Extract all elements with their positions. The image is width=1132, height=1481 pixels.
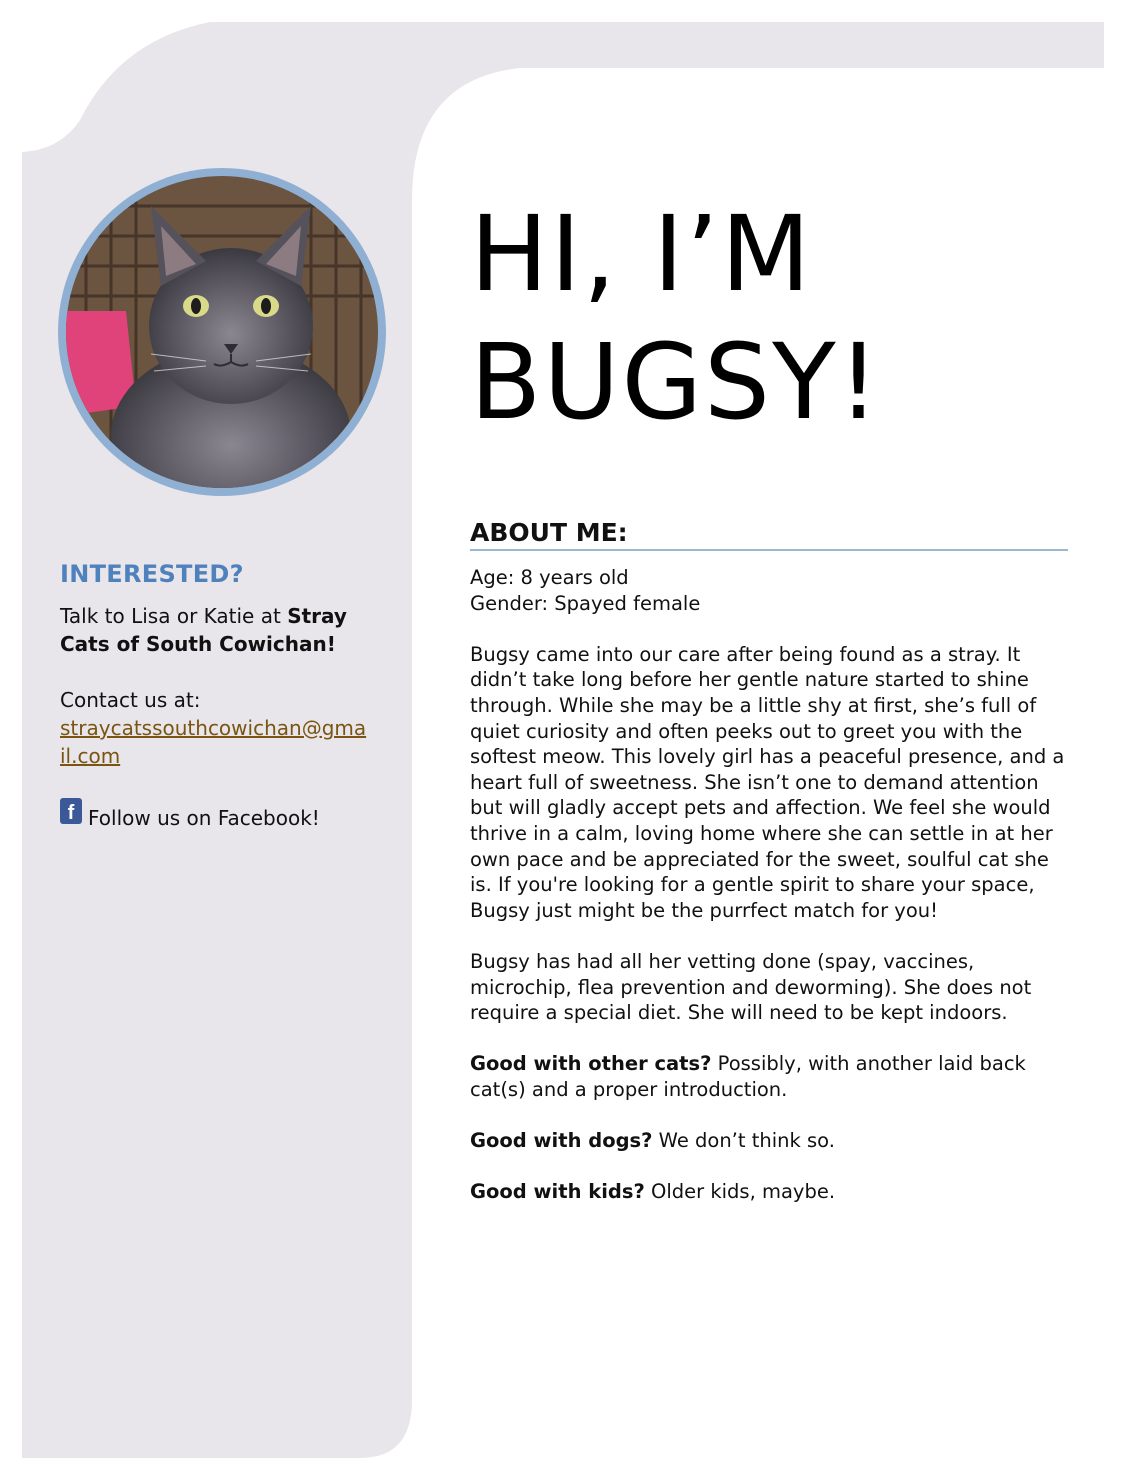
cat-photo-frame <box>58 168 386 496</box>
sidebar-contact <box>60 560 380 830</box>
cat-photo <box>66 176 378 488</box>
talk-to-text <box>60 602 380 658</box>
good-with-dogs-question: Good with dogs? <box>470 1129 653 1153</box>
about-heading: ABOUT ME: <box>470 518 1068 551</box>
good-with-cats-answer: Possibly, with another laid back cat(s) and a proper introduction. <box>470 1052 1026 1101</box>
talk-prefix: Talk to Lisa or Katie at <box>60 604 288 628</box>
good-with-kids-answer: Older kids, maybe. <box>644 1180 836 1204</box>
cat-photo-illustration <box>66 176 378 488</box>
good-with-cats-question: Good with other cats? <box>470 1052 712 1076</box>
title-line-2: BUGSY! <box>470 321 882 443</box>
good-with-kids <box>470 1179 1068 1205</box>
facebook-link[interactable] <box>60 798 380 830</box>
good-with-cats <box>470 1051 1068 1102</box>
interested-heading: INTERESTED? <box>60 560 244 588</box>
title-line-1: HI, I’M <box>470 193 813 315</box>
good-with-dogs-answer: We don’t think so. <box>652 1129 835 1153</box>
vetting-text: Bugsy has had all her vetting done (spay, vaccines, microchip, flea prevention and deworming). She does not require a special diet. She will need to be kept indoors. <box>470 949 1032 1025</box>
age-text: Age: 8 years old <box>470 566 629 589</box>
email-link[interactable]: straycatssouthcowichan@gmail.com <box>60 716 367 768</box>
about-section <box>470 518 1068 1205</box>
description-text: Bugsy came into our care after being found as a stray. It didn’t take long before her gentle nature started to shine through. While she may be a little shy at first, she’s full of quiet curiosity and often peeks out to greet you with the softest meow. This lovely girl has a peaceful presence, and a heart full of sweetness. She isn’t one to demand attention but will gladly accept pets and affection. We feel she would thrive in a calm, loving home where she can settle in at her own pace and be appreciated for the sweet, soulful cat she is. If you're looking for a gentle spirit to share your space, Bugsy just might be the purrfect match for you! <box>470 642 1065 922</box>
contact-label: Contact us at: <box>60 688 201 712</box>
facebook-text[interactable]: Follow us on Facebook! <box>88 806 320 830</box>
good-with-dogs <box>470 1128 1068 1154</box>
good-with-kids-question: Good with kids? <box>470 1180 645 1204</box>
facebook-icon[interactable]: f <box>60 798 82 824</box>
organization-name: Stray Cats of South Cowichan! <box>60 604 347 656</box>
gender-text: Gender: Spayed female <box>470 591 701 615</box>
page-title <box>470 190 881 446</box>
